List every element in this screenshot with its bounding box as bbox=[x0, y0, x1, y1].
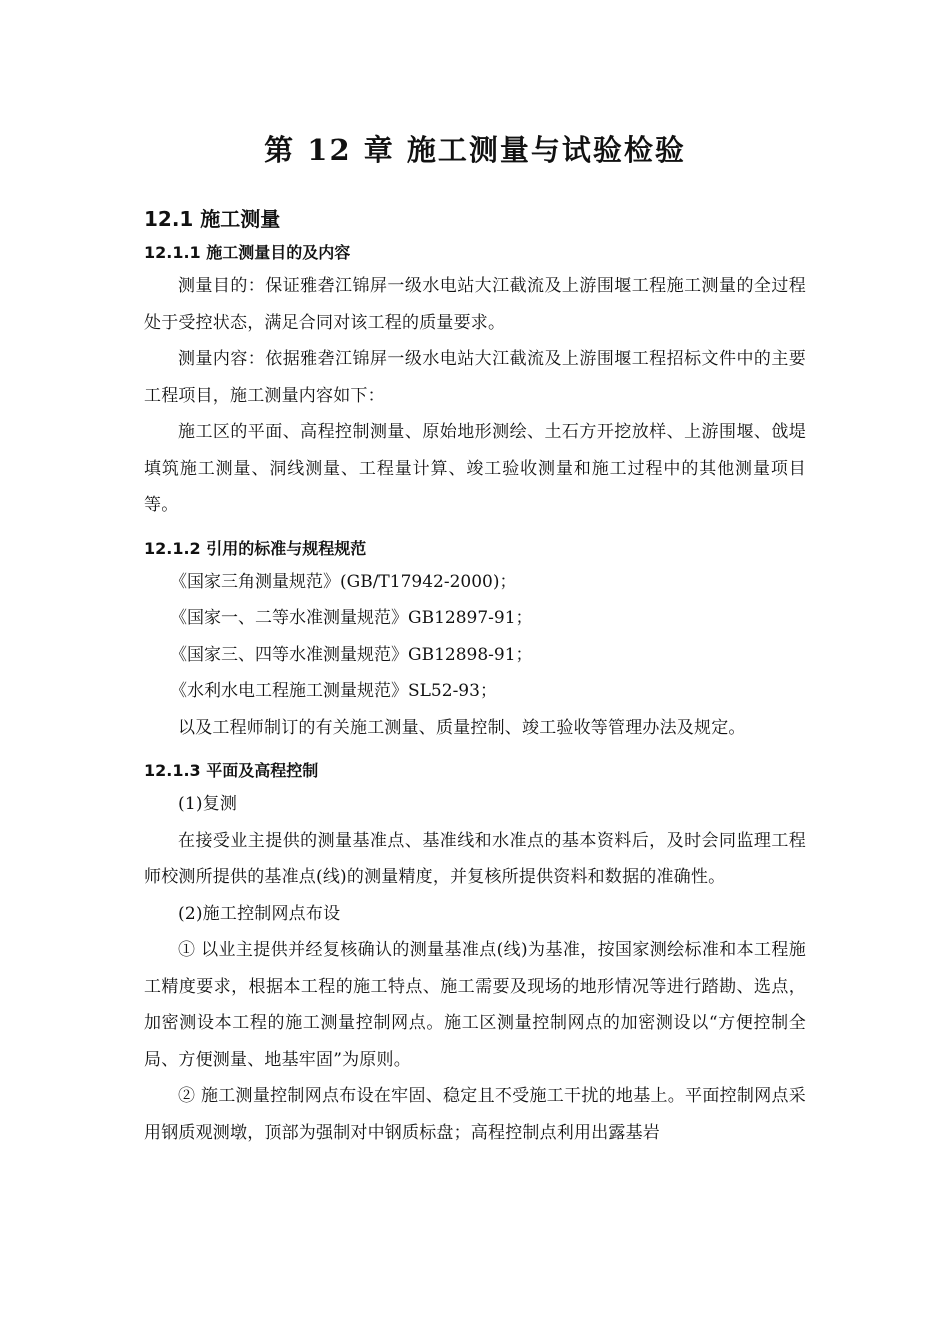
reference-item: 《水利水电工程施工测量规范》SL52-93； bbox=[170, 681, 497, 701]
paragraph-measurement-purpose: 测量目的：保证雅砻江锦屏一级水电站大江截流及上游围堰工程施工测量的全过程处于受控状态，满足合同对该工程的质量要求。 bbox=[144, 276, 806, 333]
paragraph-measurement-content: 测量内容：依据雅砻江锦屏一级水电站大江截流及上游围堰工程招标文件中的主要工程项目，施工测量内容如下： bbox=[144, 349, 806, 406]
item-label-control-network: (2)施工控制网点布设 bbox=[178, 903, 341, 924]
paragraph-control-network-2: ② 施工测量控制网点布设在牢固、稳定且不受施工干扰的地基上。平面控制网点采用钢质观测墩，顶部为强制对中钢质标盘；高程控制点利用出露基岩 bbox=[144, 1086, 806, 1143]
page-content bbox=[144, 204, 806, 1151]
paragraph-reference-summary: 以及工程师制订的有关施工测量、质量控制、竣工验收等管理办法及规定。 bbox=[178, 717, 746, 738]
paragraph-retest: 在接受业主提供的测量基准点、基准线和水准点的基本资料后，及时会同监理工程师校测所提供的基准点(线)的测量精度，并复核所提供资料和数据的准确性。 bbox=[144, 830, 806, 887]
subsection-heading-12-1-1: 12.1.1 施工测量目的及内容 bbox=[144, 243, 351, 262]
chapter-title: 第 12 章 施工测量与试验检验 bbox=[264, 133, 686, 167]
paragraph-control-network-1: ① 以业主提供并经复核确认的测量基准点(线)为基准，按国家测绘标准和本工程施工精度要求，根据本工程的施工特点、施工需要及现场的地形情况等进行踏勘、选点，加密测设本工程的施工测量控制网点。施工区测量控制网点的加密测设以“方便控制全局、方便测量、地基牢固”为原则。 bbox=[144, 940, 806, 1070]
subsection-heading-12-1-3: 12.1.3 平面及高程控制 bbox=[144, 761, 319, 780]
reference-item: 《国家三、四等水准测量规范》GB12898-91； bbox=[170, 644, 533, 665]
item-label-retest: (1)复测 bbox=[178, 794, 238, 814]
reference-item: 《国家三角测量规范》(GB/T17942-2000)； bbox=[170, 571, 517, 592]
section-heading-12-1: 12.1 施工测量 bbox=[144, 207, 281, 231]
subsection-heading-12-1-2: 12.1.2 引用的标准与规程规范 bbox=[144, 538, 367, 558]
reference-item: 《国家一、二等水准测量规范》GB12897-91； bbox=[170, 608, 533, 628]
paragraph-measurement-items: 施工区的平面、高程控制测量、原始地形测绘、土石方开挖放样、上游围堰、戗堤填筑施工测量、洞线测量、工程量计算、竣工验收测量和施工过程中的其他测量项目等。 bbox=[144, 422, 806, 515]
